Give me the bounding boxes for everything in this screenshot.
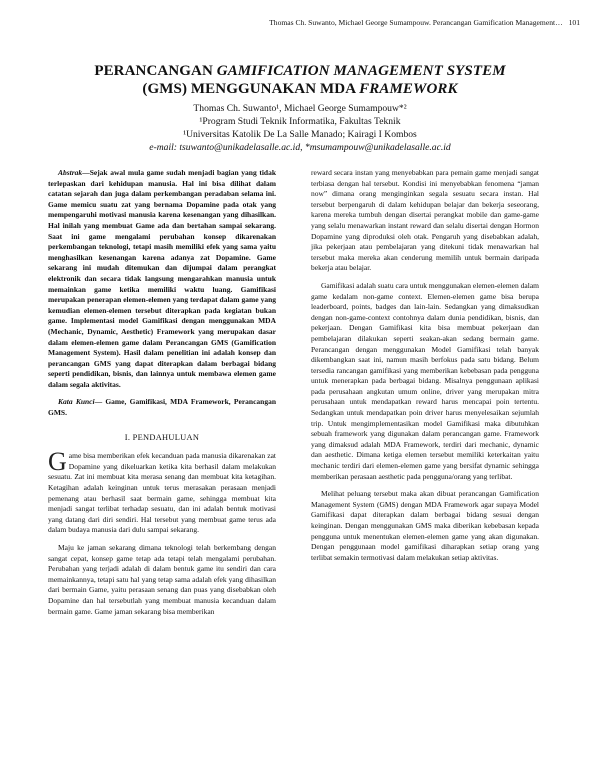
abstract-lead: Abstrak [58, 168, 83, 177]
intro-paragraph-1 [48, 447, 276, 536]
keywords-lead: Kata Kunci [58, 397, 95, 407]
right-paragraph-1: reward secara instan yang menyebabkan para pemain game menjadi sangat terbiasa dengan hal tersebut. Kondisi ini menyebabkan fenomena “jaman now” dimana orang menginginkan segala sesuatu secara instan. Hal tersebut berpengaruh di dalam kehidupan belajar dan bekerja seseorang, karena mereka tumbuh dengan disertai perangkat mobile dan game-game yang selalu menawarkan instant reward dan selalu disertai dengan Hormon Dopamine yang diproduksi oleh otak. Pengaruh yang disebabkan adalah, jika pekerjaan atau pembelajaran yang ditekuni tidak menawarkan hal tersebut maka mereka akan cenderung memilih untuk bermain daripada bekerja atau belajar. [311, 168, 539, 273]
page-number: 101 [568, 18, 580, 27]
keywords-text: — Game, Gamifikasi, MDA Framework, Perancangan GMS. [48, 397, 277, 418]
section-heading-pendahuluan: I. PENDAHULUAN [124, 432, 200, 442]
paper-title [30, 62, 570, 98]
intro-paragraph-1-text: ame bisa memberikan efek kecanduan pada manusia dikarenakan zat Dopamine yang dikeluarkan ketika kita berhasil dalam melakukan sesuatu. Zat ini membuat kita merasa senang dan membuat kita ketagihan. Ketagihan adalah keinginan untuk terus merasakan perasaan menjadi pemenang atau berhasil saat bermain game, sehingga membuat kita menjadi sangat terlibat terhadap sesuatu, dan ini adalah bentuk motivasi yang datang dari diri sendiri. Hal tersebut yang membuat game terus ada dalam budaya manusia dari dulu sampai sekarang. [48, 451, 276, 535]
title-line1-plain: PERANCANGAN [94, 63, 217, 79]
title-line2-italic: FRAMEWORK [359, 81, 458, 97]
running-head-text: Thomas Ch. Suwanto, Michael George Sumampouw. Perancangan Gamification Management… [269, 18, 563, 27]
title-block [30, 62, 570, 155]
keywords [48, 397, 276, 418]
left-column [48, 168, 276, 624]
affiliation-2: ¹Universitas Katolik De La Salle Manado; Kairagi I Kombos [183, 128, 417, 140]
right-paragraph-2: Gamifikasi adalah suatu cara untuk menggunakan elemen-elemen dalam game kedalam non-game context. Elemen-elemen game bisa berupa leaderboard, points, badges dan lain-lain. Sedangkan yang dimaksudkan dengan non-game-context contohnya dalam dunia pendidikan, bisnis, dan pekerjaan. Dengan Gamifikasi kita bisa membuat pekerjaan dan pembelajaran dilakukan seperti seakan-akan sedang bermain game. Perancangan dengan menggunakan Model Gamifikasi telah banyak dikembangkan saat ini, namun masih berfokus pada satu bidang. Belum tersedia rancangan gamifikasi yang memberikan kebebasan pada pengguna untuk menerapkan pada berbagai bidang. Misalnya penggunaan aplikasi pada perusahaan angkutan umum online, driver yang merupakan mitra perusahaan untuk mendapatkan reward harus mencapai poin tertentu. Sedangkan untuk mendapatkan poin driver harus menyelesaikan sejumlah trip. Untuk mengimplementasikan model Gamifikasi maka dibutuhkan sebuah framework yang digunakan dalam perancangan game. Framework yang dimaksud adalah MDA Framework, terdiri dari mechanic, dynamic dan aesthetic. Dimana ketiga elemen tersebut memiliki keterkaitan yaitu mechanic terdiri dari elemen-elemen game yang bersifat dynamic sehingga memberikan perasaan aesthetic pada pengguna/orang yang terlibat. [311, 280, 539, 481]
title-line1-italic: GAMIFICATION MANAGEMENT SYSTEM [216, 63, 506, 79]
author-email: e-mail: tsuwanto@unikadelasalle.ac.id, *msumampouw@unikadelasalle.ac.id [149, 141, 451, 153]
affiliation-1: ¹Program Studi Teknik Informatika, Fakultas Teknik [199, 115, 401, 127]
intro-paragraph-2: Maju ke jaman sekarang dimana teknologi telah berkembang dengan sangat cepat, konsep game tetap ada tetapi telah mengalami perubahan. Perubahan yang terjadi adalah di dalam bentuk game itu sendiri dan cara memainkannya, tetapi satu hal yang tetap sama adalah efek yang dihasilkan dari bermain Game, yaitu perasaan senang dan puas yang disebabkan oleh Dopamine dan hal tersebutlah yang membuat manusia kecanduan dalam bermain game. Game jaman sekarang bisa memberikan [48, 543, 276, 616]
author-list: Thomas Ch. Suwanto¹, Michael George Sumampouw*² [193, 103, 407, 114]
title-line2-plain: (GMS) MENGGUNAKAN MDA [142, 81, 360, 97]
running-header [40, 18, 580, 27]
abstract-text: —Sejak awal mula game sudah menjadi bagian yang tidak terlepaskan dari kehidupan manusia. Hal ini bisa dilihat dalam catatan sejarah dan juga dalam perkembangan peradaban selama ini. Game memicu suatu zat yang bernama Dopamine pada otak yang mempengaruhi motivasi manusia karena kesenangan yang dihasilkan. Hal inilah yang membuat Game ada dan bertahan sampai sekarang. Saat ini game mengalami perubahan konsep dikarenakan perkembangan teknologi, tetapi masih memiliki efek yang sama yaitu menghasilkan kesenangan karena adanya zat Dopamine. Game sekarang ini mudah ditemukan dan dijumpai dalam perangkat elektronik dan secara tidak langsung mengarahkan manusia untuk memainkan game ketika memiliki waktu luang. Gamifikasi merupakan penerapan elemen-elemen yang terdapat dalam game yang kemudian elemen-elemen tersebut diterapkan pada kegiatan bukan game. Implementasi model Gamifikasi dengan menggunakan MDA (Mechanic, Dynamic, Aesthetic) Framework yang merupakan dasar dalam elemen-elemen game dalam Perancangan GMS (Gamification Management System). Hasil dalam penelitian ini adalah konsep dan perancangan GMS yang dapat diterapkan dalam berbagai bidang seperti pendidikan, bisnis, dan lainnya untuk membawa elemen game dalam segala aktivitas. [48, 168, 276, 389]
abstract [48, 168, 276, 390]
right-paragraph-3: Melihat peluang tersebut maka akan dibuat perancangan Gamification Management System (GMS) dengan MDA Framework agar supaya Model Gamifikasi dapat diterapkan dalam berbagai bidang sesuai dengan keinginan. Dengan menggunakan GMS maka diberikan kebebasan kepada pengguna untuk menentukan elemen-elemen game yang akan digunakan. Dengan penggunaan model gamifikasi diharapkan setiap orang yang terlibat semakin termotivasi dalam melakukan setiap aktivitas. [311, 489, 539, 562]
right-column [311, 168, 539, 570]
drop-cap: G [48, 447, 67, 477]
